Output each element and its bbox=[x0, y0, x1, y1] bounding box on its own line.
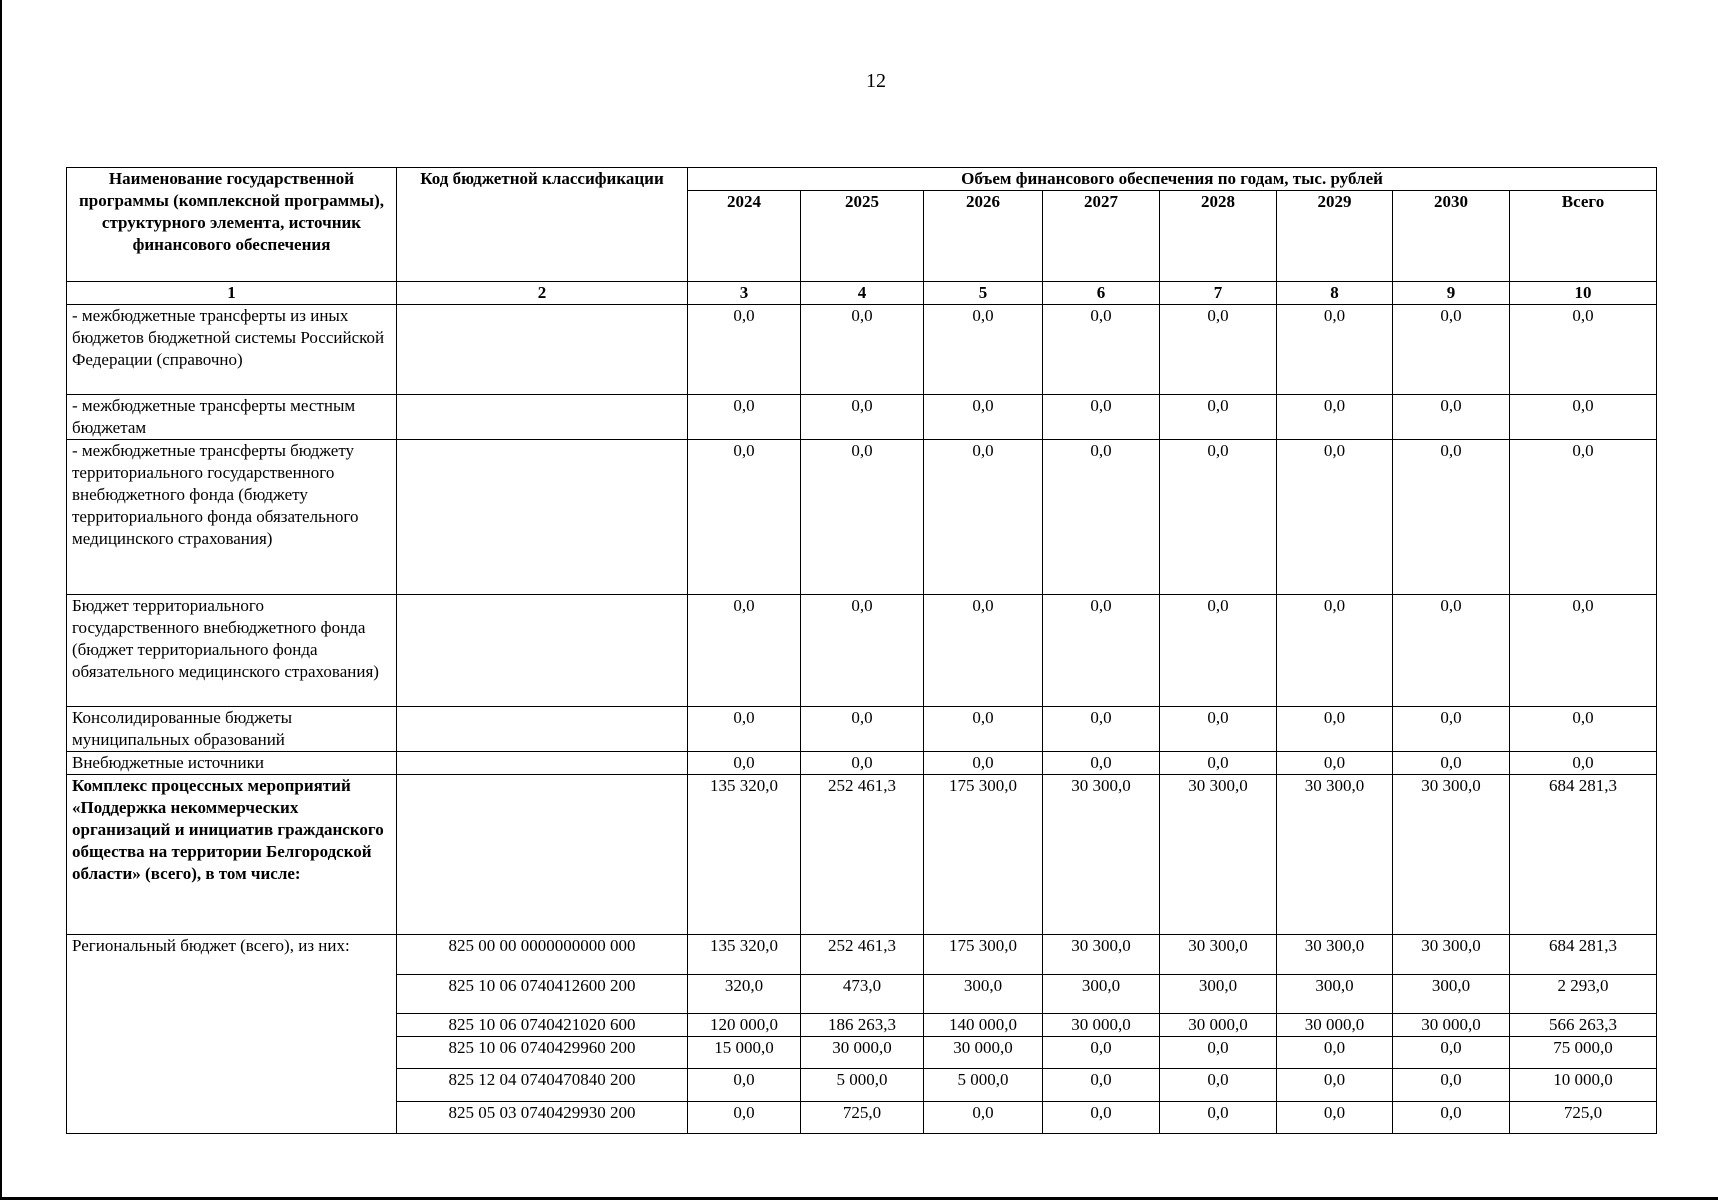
row-code: 825 05 03 0740429930 200 bbox=[397, 1102, 688, 1134]
total-cell: 684 281,3 bbox=[1510, 775, 1657, 935]
value-cell: 0,0 bbox=[1043, 395, 1160, 440]
value-cell: 0,0 bbox=[1393, 752, 1510, 775]
value-cell: 0,0 bbox=[1277, 1069, 1393, 1102]
value-cell: 30 300,0 bbox=[1043, 775, 1160, 935]
value-cell: 320,0 bbox=[688, 975, 801, 1014]
value-cell: 0,0 bbox=[1043, 595, 1160, 707]
total-cell: 0,0 bbox=[1510, 305, 1657, 395]
header-year: 2027 bbox=[1043, 191, 1160, 282]
header-name-cell: Наименование государственной программы (комплексной программы), структурного элемента, источник финансового обеспечения bbox=[67, 168, 397, 282]
row-name: - межбюджетные трансферты из иных бюджетов бюджетной системы Российской Федерации (справочно) bbox=[67, 305, 397, 395]
total-cell: 0,0 bbox=[1510, 595, 1657, 707]
row-code bbox=[397, 440, 688, 595]
value-cell: 30 300,0 bbox=[1393, 935, 1510, 975]
value-cell: 0,0 bbox=[1160, 1102, 1277, 1134]
column-index: 8 bbox=[1277, 282, 1393, 305]
value-cell: 30 300,0 bbox=[1393, 775, 1510, 935]
total-cell: 75 000,0 bbox=[1510, 1037, 1657, 1069]
column-index: 6 bbox=[1043, 282, 1160, 305]
regional-name: Региональный бюджет (всего), из них: bbox=[67, 935, 397, 1134]
row-code bbox=[397, 305, 688, 395]
total-cell: 0,0 bbox=[1510, 395, 1657, 440]
value-cell: 0,0 bbox=[1160, 1037, 1277, 1069]
header-code-cell: Код бюджетной классификации bbox=[397, 168, 688, 282]
value-cell: 15 000,0 bbox=[688, 1037, 801, 1069]
row-code bbox=[397, 752, 688, 775]
value-cell: 0,0 bbox=[1277, 305, 1393, 395]
value-cell: 0,0 bbox=[1160, 707, 1277, 752]
header-total: Всего bbox=[1510, 191, 1657, 282]
value-cell: 300,0 bbox=[1043, 975, 1160, 1014]
table-row bbox=[67, 707, 1657, 752]
row-code bbox=[397, 775, 688, 935]
value-cell: 0,0 bbox=[1043, 305, 1160, 395]
value-cell: 0,0 bbox=[1393, 1037, 1510, 1069]
row-code bbox=[397, 595, 688, 707]
value-cell: 0,0 bbox=[1277, 1037, 1393, 1069]
value-cell: 30 000,0 bbox=[1393, 1014, 1510, 1037]
column-index-row bbox=[67, 282, 1657, 305]
value-cell: 252 461,3 bbox=[801, 935, 924, 975]
header-volume-cell: Объем финансового обеспечения по годам, тыс. рублей bbox=[688, 168, 1657, 191]
row-name: Бюджет территориального государственного внебюджетного фонда (бюджет территориального фонда обязательного медицинского страхования) bbox=[67, 595, 397, 707]
value-cell: 186 263,3 bbox=[801, 1014, 924, 1037]
header-year: 2029 bbox=[1277, 191, 1393, 282]
value-cell: 30 300,0 bbox=[1277, 935, 1393, 975]
value-cell: 0,0 bbox=[801, 440, 924, 595]
value-cell: 30 000,0 bbox=[1160, 1014, 1277, 1037]
value-cell: 0,0 bbox=[924, 440, 1043, 595]
value-cell: 0,0 bbox=[1277, 595, 1393, 707]
value-cell: 473,0 bbox=[801, 975, 924, 1014]
row-code: 825 00 00 0000000000 000 bbox=[397, 935, 688, 975]
header-year: 2024 bbox=[688, 191, 801, 282]
row-code bbox=[397, 707, 688, 752]
row-name: Комплекс процессных мероприятий «Поддержка некоммерческих организаций и инициатив гражданского общества на территории Белгородской области» (всего), в том числе: bbox=[67, 775, 397, 935]
value-cell: 725,0 bbox=[801, 1102, 924, 1134]
value-cell: 0,0 bbox=[688, 1102, 801, 1134]
value-cell: 0,0 bbox=[1393, 1069, 1510, 1102]
row-code: 825 10 06 0740421020 600 bbox=[397, 1014, 688, 1037]
table-row-complex bbox=[67, 775, 1657, 935]
table-row bbox=[67, 595, 1657, 707]
value-cell: 30 000,0 bbox=[1043, 1014, 1160, 1037]
scan-left-edge bbox=[0, 0, 2, 1200]
column-index: 7 bbox=[1160, 282, 1277, 305]
header-year: 2030 bbox=[1393, 191, 1510, 282]
value-cell: 0,0 bbox=[1393, 305, 1510, 395]
value-cell: 300,0 bbox=[924, 975, 1043, 1014]
header-year: 2026 bbox=[924, 191, 1043, 282]
page-number: 12 bbox=[866, 70, 886, 92]
value-cell: 30 300,0 bbox=[1160, 775, 1277, 935]
value-cell: 0,0 bbox=[688, 752, 801, 775]
value-cell: 0,0 bbox=[1160, 305, 1277, 395]
value-cell: 0,0 bbox=[1277, 1102, 1393, 1134]
row-code: 825 10 06 0740429960 200 bbox=[397, 1037, 688, 1069]
row-code: 825 10 06 0740412600 200 bbox=[397, 975, 688, 1014]
value-cell: 175 300,0 bbox=[924, 775, 1043, 935]
total-cell: 0,0 bbox=[1510, 440, 1657, 595]
value-cell: 30 000,0 bbox=[924, 1037, 1043, 1069]
value-cell: 0,0 bbox=[801, 752, 924, 775]
column-index: 5 bbox=[924, 282, 1043, 305]
table-row bbox=[67, 305, 1657, 395]
value-cell: 0,0 bbox=[1393, 595, 1510, 707]
total-cell: 10 000,0 bbox=[1510, 1069, 1657, 1102]
value-cell: 0,0 bbox=[924, 595, 1043, 707]
value-cell: 120 000,0 bbox=[688, 1014, 801, 1037]
column-index: 4 bbox=[801, 282, 924, 305]
value-cell: 0,0 bbox=[1393, 440, 1510, 595]
value-cell: 30 300,0 bbox=[1043, 935, 1160, 975]
value-cell: 0,0 bbox=[688, 395, 801, 440]
header-year: 2028 bbox=[1160, 191, 1277, 282]
row-name: Внебюджетные источники bbox=[67, 752, 397, 775]
value-cell: 30 000,0 bbox=[801, 1037, 924, 1069]
value-cell: 0,0 bbox=[1043, 1037, 1160, 1069]
value-cell: 0,0 bbox=[1043, 752, 1160, 775]
value-cell: 300,0 bbox=[1393, 975, 1510, 1014]
value-cell: 5 000,0 bbox=[924, 1069, 1043, 1102]
value-cell: 0,0 bbox=[801, 395, 924, 440]
table-row bbox=[67, 440, 1657, 595]
value-cell: 135 320,0 bbox=[688, 935, 801, 975]
value-cell: 0,0 bbox=[688, 440, 801, 595]
value-cell: 0,0 bbox=[688, 305, 801, 395]
value-cell: 0,0 bbox=[1160, 440, 1277, 595]
value-cell: 252 461,3 bbox=[801, 775, 924, 935]
header-year: 2025 bbox=[801, 191, 924, 282]
value-cell: 0,0 bbox=[1393, 395, 1510, 440]
value-cell: 0,0 bbox=[1043, 1102, 1160, 1134]
value-cell: 0,0 bbox=[688, 595, 801, 707]
value-cell: 5 000,0 bbox=[801, 1069, 924, 1102]
row-name: - межбюджетные трансферты местным бюджетам bbox=[67, 395, 397, 440]
value-cell: 0,0 bbox=[1393, 707, 1510, 752]
column-index: 3 bbox=[688, 282, 801, 305]
total-cell: 0,0 bbox=[1510, 707, 1657, 752]
row-name: - межбюджетные трансферты бюджету территориального государственного внебюджетного фонда (бюджету территориального фонда обязательного медицинского страхования) bbox=[67, 440, 397, 595]
value-cell: 0,0 bbox=[1277, 707, 1393, 752]
value-cell: 0,0 bbox=[801, 707, 924, 752]
value-cell: 0,0 bbox=[1277, 752, 1393, 775]
value-cell: 0,0 bbox=[801, 305, 924, 395]
table-row-regional bbox=[67, 935, 1657, 975]
total-cell: 566 263,3 bbox=[1510, 1014, 1657, 1037]
total-cell: 0,0 bbox=[1510, 752, 1657, 775]
value-cell: 175 300,0 bbox=[924, 935, 1043, 975]
table-row bbox=[67, 395, 1657, 440]
total-cell: 725,0 bbox=[1510, 1102, 1657, 1134]
total-cell: 2 293,0 bbox=[1510, 975, 1657, 1014]
value-cell: 0,0 bbox=[1277, 440, 1393, 595]
value-cell: 0,0 bbox=[1393, 1102, 1510, 1134]
value-cell: 30 300,0 bbox=[1160, 935, 1277, 975]
column-index: 1 bbox=[67, 282, 397, 305]
value-cell: 0,0 bbox=[1277, 395, 1393, 440]
column-index: 2 bbox=[397, 282, 688, 305]
row-code bbox=[397, 395, 688, 440]
value-cell: 0,0 bbox=[1043, 707, 1160, 752]
value-cell: 0,0 bbox=[1043, 1069, 1160, 1102]
value-cell: 0,0 bbox=[1160, 1069, 1277, 1102]
value-cell: 0,0 bbox=[1043, 440, 1160, 595]
value-cell: 0,0 bbox=[924, 752, 1043, 775]
row-code: 825 12 04 0740470840 200 bbox=[397, 1069, 688, 1102]
finance-table-wrapper bbox=[66, 167, 1656, 1134]
value-cell: 0,0 bbox=[801, 595, 924, 707]
row-name: Консолидированные бюджеты муниципальных образований bbox=[67, 707, 397, 752]
value-cell: 135 320,0 bbox=[688, 775, 801, 935]
value-cell: 0,0 bbox=[1160, 752, 1277, 775]
value-cell: 300,0 bbox=[1277, 975, 1393, 1014]
value-cell: 0,0 bbox=[1160, 595, 1277, 707]
finance-table bbox=[66, 167, 1657, 1134]
value-cell: 0,0 bbox=[688, 707, 801, 752]
table-row bbox=[67, 752, 1657, 775]
value-cell: 140 000,0 bbox=[924, 1014, 1043, 1037]
total-cell: 684 281,3 bbox=[1510, 935, 1657, 975]
value-cell: 300,0 bbox=[1160, 975, 1277, 1014]
value-cell: 0,0 bbox=[924, 395, 1043, 440]
value-cell: 30 000,0 bbox=[1277, 1014, 1393, 1037]
value-cell: 0,0 bbox=[1160, 395, 1277, 440]
column-index: 10 bbox=[1510, 282, 1657, 305]
value-cell: 30 300,0 bbox=[1277, 775, 1393, 935]
value-cell: 0,0 bbox=[924, 305, 1043, 395]
value-cell: 0,0 bbox=[688, 1069, 801, 1102]
value-cell: 0,0 bbox=[924, 707, 1043, 752]
value-cell: 0,0 bbox=[924, 1102, 1043, 1134]
column-index: 9 bbox=[1393, 282, 1510, 305]
